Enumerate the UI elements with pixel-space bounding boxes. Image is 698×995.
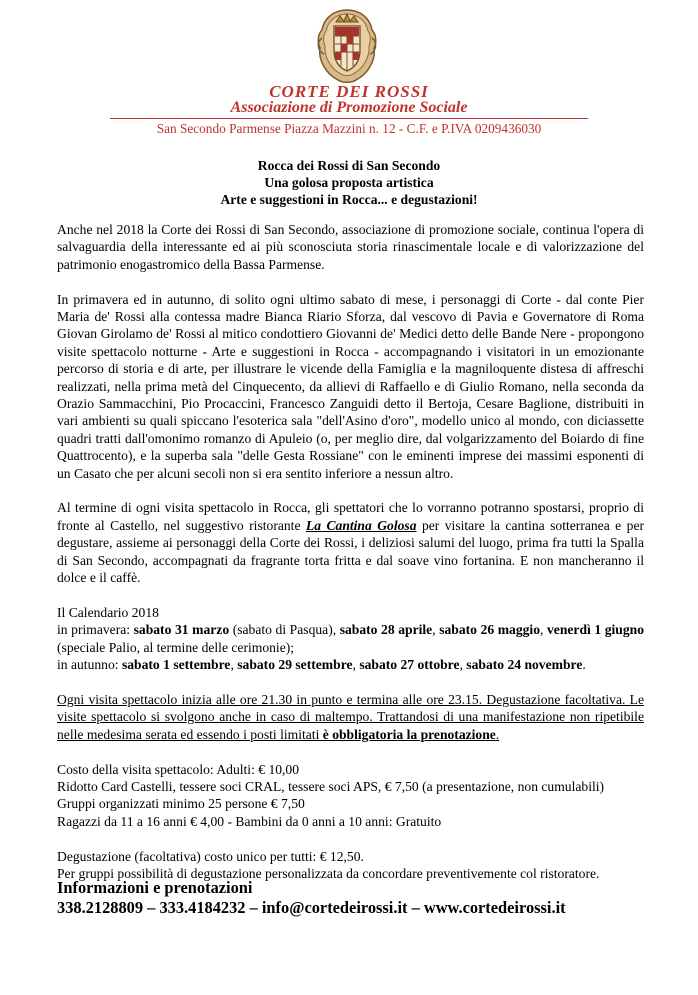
contacts-line: 338.2128809 – 333.4184232 – info@cortedeirossi.it – www.cortedeirossi.it bbox=[57, 898, 566, 917]
price-groups: Gruppi organizzati minimo 25 persone € 7,50 bbox=[57, 796, 305, 812]
date-spring-1: sabato 31 marzo bbox=[133, 622, 230, 638]
notice-paragraph: Ogni visita spettacolo inizia alle ore 21.30 in punto e termina alle ore 23.15. Degustazione facoltativa. Le visite spettacolo si svolgono anche in caso di maltempo. Trattandosi di una manifestazione non ripetibile nelle medesima serata ed essendo i posti limitati è obbligatoria la prenotazione. bbox=[57, 691, 644, 742]
calendar-autumn: in autunno: sabato 1 settembre, sabato 29 settembre, sabato 27 ottobre, sabato 24 novembre. bbox=[57, 657, 586, 673]
date-autumn-4: sabato 24 novembre bbox=[466, 657, 583, 673]
restaurant-name: La Cantina Golosa bbox=[305, 517, 417, 533]
org-subtitle: Associazione di Promozione Sociale bbox=[230, 99, 468, 116]
price-reduced: Ridotto Card Castelli, tessere soci CRAL, tessere soci APS, € 7,50 (a presentazione, non cumulabili) bbox=[57, 778, 605, 794]
header-divider bbox=[110, 118, 588, 119]
price-adults: Costo della visita spettacolo: Adulti: € 10,00 bbox=[57, 761, 300, 777]
date-autumn-1: sabato 1 settembre bbox=[121, 657, 231, 673]
restaurant-text-a: Al termine di ogni visita spettacolo in Rocca, gli spettatori che lo vorranno potranno spostarsi, proprio di fronte al Castello, nel suggestivo ristorante bbox=[57, 500, 644, 533]
paragraph-intro: Anche nel 2018 la Corte dei Rossi di San Secondo, associazione di promozione sociale, continua l'opera di salvaguardia della interessante ed ai più sconosciuta storia rinascimentale locale e di valorizzazione del patrimonio enogastromico della Bassa Parmense. bbox=[57, 222, 644, 272]
date-spring-3: sabato 26 maggio bbox=[439, 622, 540, 638]
document-title bbox=[0, 157, 698, 208]
contacts-block bbox=[57, 878, 566, 918]
booking-required: è obbligatoria la prenotazione bbox=[322, 726, 496, 742]
coat-of-arms-icon bbox=[314, 8, 380, 86]
title-line-3: Arte e suggestioni in Rocca... e degustazioni! bbox=[220, 192, 478, 207]
org-address: San Secondo Parmense Piazza Mazzini n. 12 - C.F. e P.IVA 0209436030 bbox=[156, 121, 542, 136]
tasting-groups: Per gruppi possibilità di degustazione personalizzata da concordare preventivemente col ristoratore. bbox=[57, 865, 600, 881]
contacts-title: Informazioni e prenotazioni bbox=[57, 878, 253, 897]
date-autumn-2: sabato 29 settembre bbox=[237, 657, 353, 673]
date-spring-2: sabato 28 aprile bbox=[339, 622, 433, 638]
price-kids: Ragazzi da 11 a 16 anni € 4,00 - Bambini da 0 anni a 10 anni: Gratuito bbox=[57, 813, 442, 829]
restaurant-text-b: per visitare la cantina sotterranea e per degustare, assieme ai personaggi della Corte dei Rossi, i deliziosi salumi del luogo, prima fra tutti la Spalla di San Secondo, accompagnati da fragrante torta fritta e dal soave vino fortanina. E non mancheranno il dolce e il caffè. bbox=[57, 517, 645, 586]
title-line-2: Una golosa proposta artistica bbox=[264, 175, 434, 190]
tasting-cost: Degustazione (facoltativa) costo unico per tutti: € 12,50. bbox=[57, 848, 364, 864]
document-body bbox=[57, 221, 644, 882]
paragraph-restaurant bbox=[57, 499, 644, 586]
org-name: CORTE DEI ROSSI bbox=[269, 82, 429, 101]
calendar-spring: in primavera: sabato 31 marzo (sabato di Pasqua), sabato 28 aprile, sabato 26 maggio, venerdì 1 giugno (speciale Palio, al termine delle cerimonie); bbox=[57, 622, 645, 655]
paragraph-visits: In primavera ed in autunno, di solito ogni ultimo sabato di mese, i personaggi di Corte - dal conte Pier Maria de' Rossi alla contessa madre Bianca Riario Sforza, dal vescovo di Pavia e Governatore di Roma Giovan Girolamo de' Rossi al mitico condottiero Giovanni de' Medici detto delle Bande Nere - propongono visite spettacolo notturne - Arte e suggestioni in Rocca - accompagnando i visitatori in un emozionante percorso di storia e di arte, per illustrare le vicende della Famiglia e la magniloquente distesa di affreschi realizzati, nella prima metà del Cinquecento, da allievi di Raffaello e di Giulio Romano, nella seconda da Orazio Sammacchini, Pio Procaccini, Francesco Zanguidi detto il Bertoja, Cesare Baglione, distribuiti in vari ambienti su quali spiccano l'esoterica sala "dell'Asino d'oro", modello unico al mondo, con diciassette quadri tratti dall'omonimo romanzo di Apuleio (o, per meglio dire, dal volgarizzamento del Boiardo di fine Quattrocento), e la superba sala "delle Gesta Rossiane" con le eminenti imprese dei massimi esponenti di un Casato che per alcuni secoli non si era sentito inferiore a nessun altro. bbox=[57, 291, 644, 481]
date-autumn-3: sabato 27 ottobre bbox=[359, 657, 460, 673]
calendar-title: Il Calendario 2018 bbox=[57, 604, 159, 620]
date-spring-4: venerdì 1 giugno bbox=[546, 622, 645, 638]
title-line-1: Rocca dei Rossi di San Secondo bbox=[257, 158, 441, 173]
